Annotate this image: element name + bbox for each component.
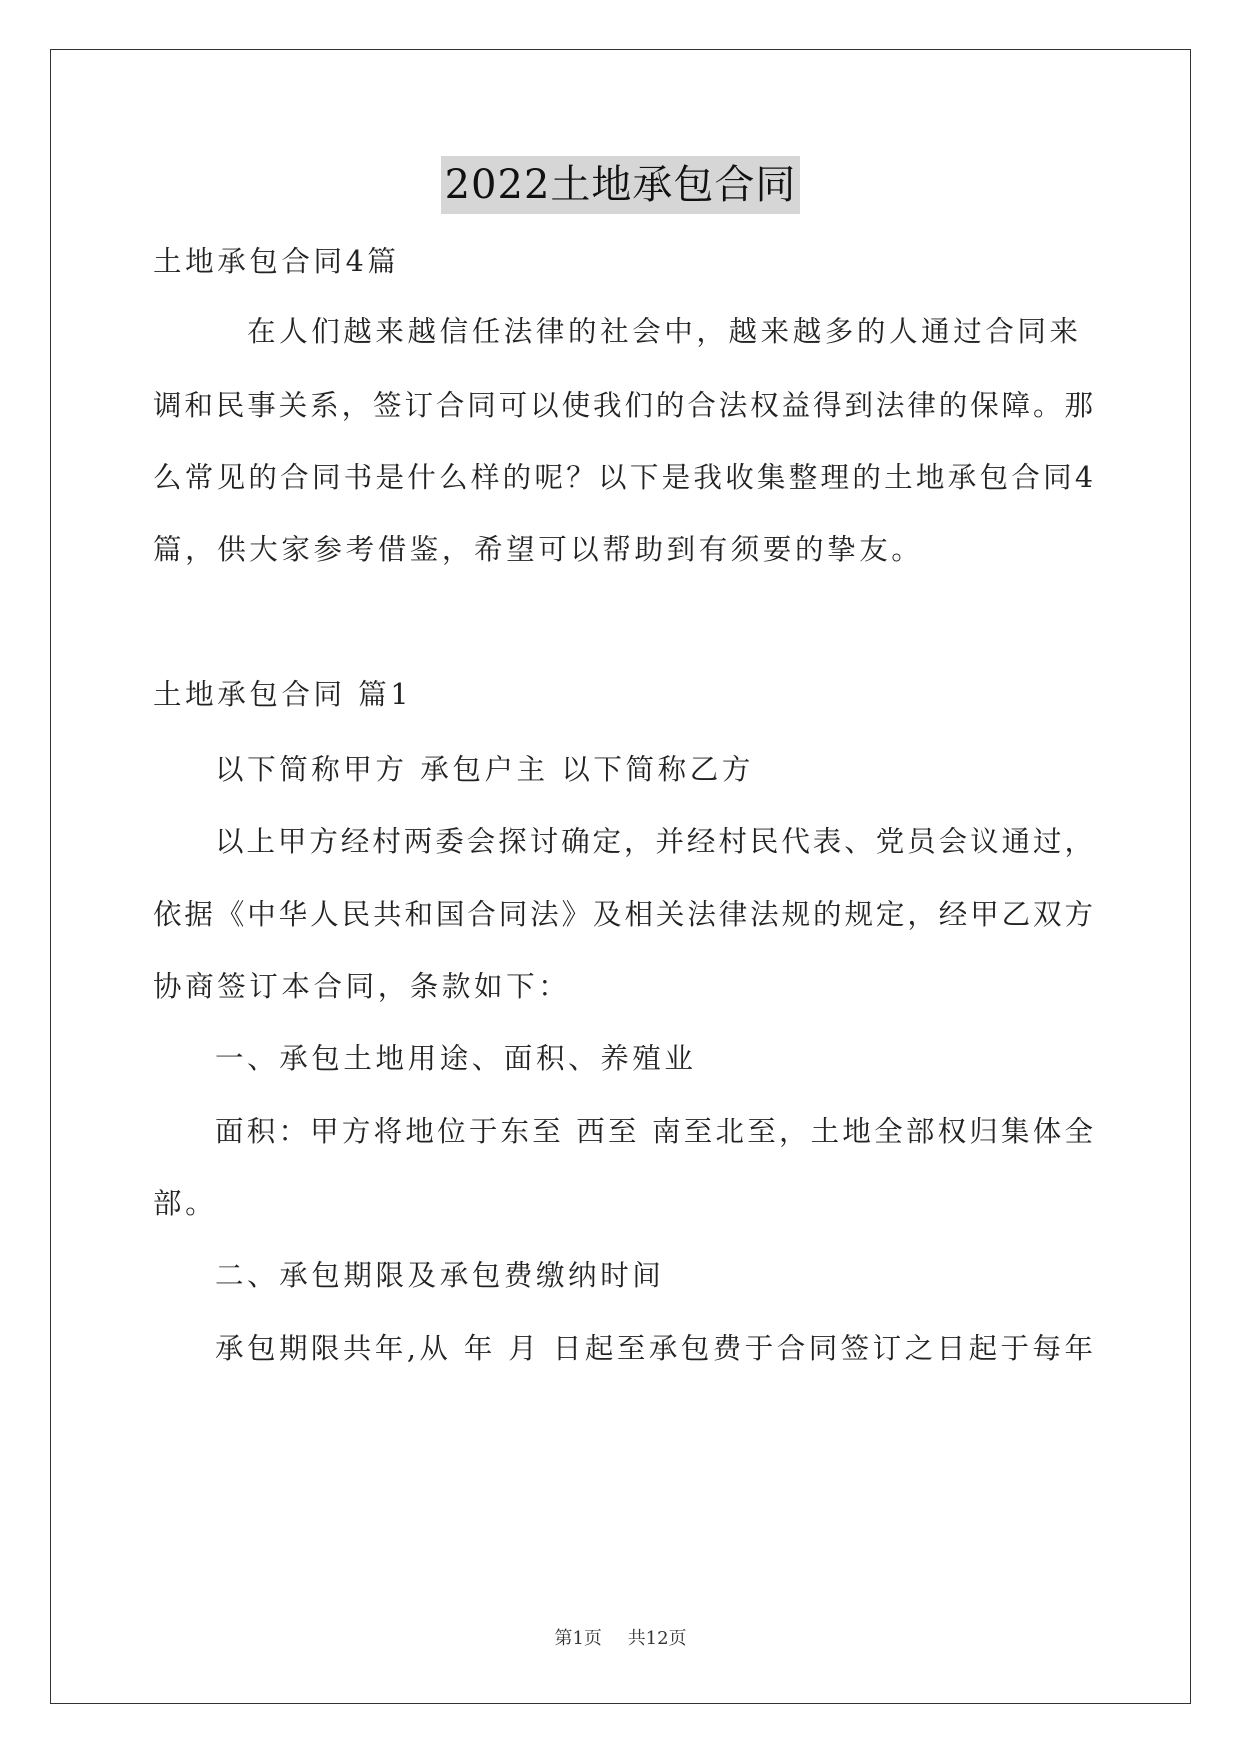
body-line-5: 一、承包土地用途、面积、养殖业	[215, 1042, 697, 1075]
body-line-4: 协商签订本合同，条款如下：	[153, 970, 571, 1003]
title-container	[0, 156, 1241, 214]
intro-line-2: 调和民事关系，签订合同可以使我们的合法权益得到法律的保障。那	[153, 389, 1093, 422]
document-subtitle: 土地承包合同4篇	[153, 245, 400, 278]
body-line-1: 以下简称甲方 承包户主 以下简称乙方	[215, 753, 754, 786]
body-line-6: 面积：甲方将地位于东至 西至 南至北至，土地全部权归集体全	[215, 1115, 1093, 1148]
page-total: 共12页	[627, 1628, 687, 1649]
document-title: 2022土地承包合同	[441, 156, 801, 214]
body-line-3: 依据《中华人民共和国合同法》及相关法律法规的规定，经甲乙双方	[153, 898, 1093, 931]
page-number: 第1页	[554, 1628, 602, 1649]
body-line-8: 二、承包期限及承包费缴纳时间	[215, 1259, 665, 1292]
intro-line-4: 篇，供大家参考借鉴，希望可以帮助到有须要的挚友。	[153, 533, 924, 566]
page-footer	[0, 1624, 1241, 1650]
section-heading: 土地承包合同 篇1	[153, 678, 413, 711]
body-line-9: 承包期限共年,从 年 月 日起至承包费于合同签订之日起于每年	[215, 1332, 1093, 1365]
intro-line-1: 在人们越来越信任法律的社会中，越来越多的人通过合同来	[247, 315, 1082, 348]
body-line-2: 以上甲方经村两委会探讨确定，并经村民代表、党员会议通过，	[215, 825, 1093, 858]
page-border	[50, 49, 1191, 1704]
intro-line-3: 么常见的合同书是什么样的呢？以下是我收集整理的土地承包合同4	[153, 461, 1093, 494]
body-line-7: 部。	[153, 1187, 218, 1220]
